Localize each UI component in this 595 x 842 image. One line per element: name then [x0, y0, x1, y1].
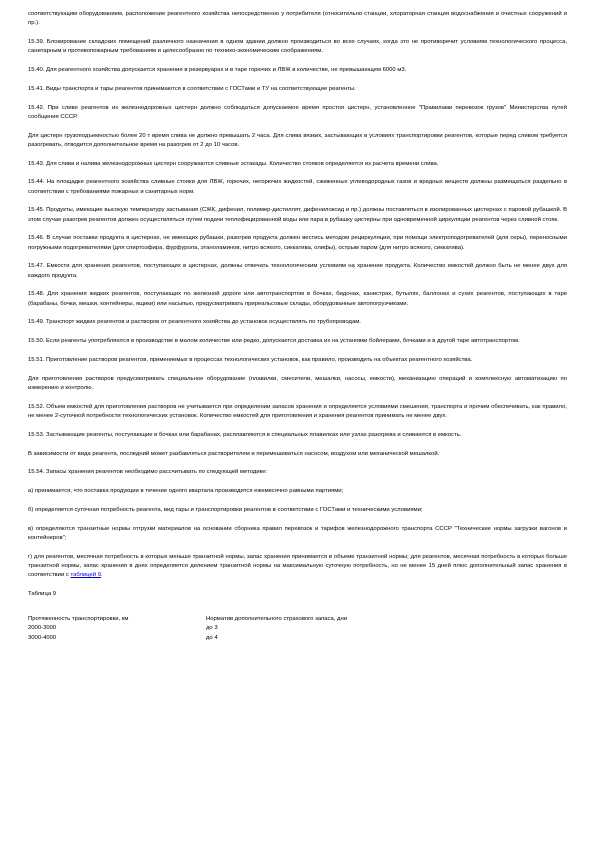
table-header-reserve: Норматив дополнительного страхового запаса, дни [206, 616, 348, 623]
paragraph-g-text: г) для реагентов, месячная потребность в которых меньше транзитной нормы, запас хранения принимается в объеме транзитной нормы; для реагентов, месячная потребность в которых больше транзитной нормы, запас хранения в днях определяется делением транзитной нормы на максимальную суточную потребность, но не менее 15 дней плюс дополнительный запас хранения в соответствии с [28, 553, 567, 579]
table-cell-distance: 3000-4000 [28, 634, 57, 641]
paragraph: соответствующим оборудованием, расположение реагентного хозяйства непосредственно у потребителя (относительно станции, хлораторная станция водоснабжения и очистных сооружений и пр.). [28, 11, 567, 27]
paragraph: 15.42. При сливе реагентов из железнодорожных цистерн должно соблюдаться допускаемое время простоя цистерн, установленное "Правилами перевозок грузов" Министерства путей сообщения СССР. [28, 104, 567, 120]
paragraph: 15.41. Виды транспорта и тары реагентов принимаются в соответствии с ГОСТами и ТУ на соответствующие реагенты. [28, 85, 356, 92]
table-row [28, 634, 567, 643]
paragraph-g [28, 553, 567, 581]
table-cell-distance: 2000-3000 [28, 625, 57, 632]
paragraph: 15.53. Застывающие реагенты, поступающие в бочках или барабанах, расплавляются в специальных плавилках или узлах разогрева и сливаются в емкость. [28, 431, 462, 438]
paragraph: 15.54. Запасы хранения реагентов необходимо рассчитывать по следующей методике: [28, 469, 268, 476]
paragraph: Для цистерн грузоподъемностью более 20 т время слива не должно превышать 2 часа. Для слива вязких, застывающих в условиях транспортировки реагентов, которые перед сливом требуется разогревать, отводится дополнительное время на разогрев от 2 до 10 часов. [28, 132, 567, 148]
table-caption: Таблица 9 [28, 590, 57, 597]
paragraph: 15.51. Приготовление растворов реагентов, применяемых в процессах технологических установок, как правило, производить на объектах реагентного хозяйства. [28, 356, 473, 363]
paragraph: 15.43. Для слива и налива железнодорожных цистерн сооружаются сливные эстакады. Количество стояков определяется из расчета времени слива. [28, 160, 439, 167]
table-cell-reserve: до 4 [206, 634, 218, 641]
table-cell-reserve: до 3 [206, 625, 218, 632]
table-row [28, 624, 567, 633]
paragraph: 15.49. Транспорт жидких реагентов и растворов от реагентного хозяйства до установок осуществлять по трубопроводам. [28, 319, 361, 326]
paragraph: 15.48. Для хранения жидких реагентов, поступающих по железной дороге или автотранспортом в бочках, бидонах, канистрах, бутылях, баллонах и сухих реагентов, поступающих в таре (барабаны, бочки, мешки, контейнеры, ящики) или насыпью, предусматривать приреальсовые склады, оборудованные автопогрузчиками. [28, 291, 567, 307]
paragraph: 15.46. В случае поставки продукта в цистернах, не имеющих рубашки, разогрев продукта должен вестись методом рециркуляции, при помощи электроподогревателей (для серы), переносными погружными подогревателями (для спиртоэфира, фурфурола, этаноламинов, нитро всякого, сиккатива, олифы), острым паром (для нитро всякого, сиккатива). [28, 235, 567, 251]
table-header-row [28, 615, 567, 624]
paragraph: б) определяется суточная потребность реагента, вид тары и транспортировки реагентов в соответствии с ГОСТами и техническими условиями; [28, 506, 423, 513]
table-9-link[interactable]: таблицей 9 [70, 572, 102, 579]
paragraph: 15.47. Емкости для хранения реагентов, поступающих в цистернах, должны отвечать технологическим условиям на хранение продукта. Количество емкостей должно быть не менее двух для каждого продукта. [28, 263, 567, 279]
paragraph: 15.44. На площадке реагентного хозяйства сливные стояки для ЛВЖ, горючих, негорючих жидкостей, сжиженных углеводородных газов и вредных веществ должны размещаться раздельно в соответствии с требованиями пожарных и санитарных норм. [28, 179, 567, 195]
paragraph: а) принимается, что поставка продукции в течение одного квартала производится ежемесячно равными партиями; [28, 488, 344, 495]
document-body [28, 10, 567, 543]
table-header-distance: Протяженность транспортировки, км [28, 616, 129, 623]
paragraph: в) определяются транзитные нормы отгрузки материалов на основании сборника правил перевозок и тарифов железнодорожного транспорта СССР "Технические нормы загрузки вагонов и контейнеров"; [28, 525, 567, 541]
paragraph-g-end: . [101, 572, 103, 579]
paragraph: 15.39. Блокирование складских помещений различного назначения в одном здании должно производиться во всех случаях, когда это не противоречит условиям технологического процесса, санитарным и противопожарным требованиям и целесообразно по технико-экономическим соображениям. [28, 39, 567, 55]
paragraph: Для приготовления растворов предусматривать специальное оборудование (плавилки, смесители, мешалки, насосы, емкости), механизацию операций и комплексную автоматизацию по измерению и контролю. [28, 375, 567, 391]
paragraph: 15.40. Для реагентного хозяйства допускается хранение в резервуарах и в таре горючих и ЛВЖ в количестве, не превышающем 6000 м3. [28, 67, 407, 73]
table-9 [28, 615, 567, 643]
paragraph: 15.50. Если реагенты употребляются в производстве в малом количестве или редко, допускается доставка их на установки бойлерами, бочками и в другой таре автотранспортом. [28, 338, 520, 345]
paragraph: 15.45. Продукты, имеющие высокую температуру застывания (СЖК, дифенил, полимер-дистиллят, дифенилоксид и пр.) должны поставляться в изолированных цистернах с паровой рубашкой. В этом случае разогрев реагентов должен осуществляться путем подачи теплофицированной воды или пара в рубашку цистерны при одновременной циркуляции реагентов через сливной стояк. [28, 207, 567, 223]
paragraph: В зависимости от вида реагента, последний может разбавляться растворителем и перемешиваться насосом, воздухом или механической мешалкой. [28, 450, 440, 457]
paragraph: 15.52. Объем емкостей для приготовления растворов не учитывается при определении запасов хранения и определяется условиями смешения, транспорта и прочим обеспечивать, как правило, не менее 2-суточной потребности технологических установок. Количество емкостей для приготовления и хранения реагентов принимать не менее двух. [28, 403, 567, 419]
